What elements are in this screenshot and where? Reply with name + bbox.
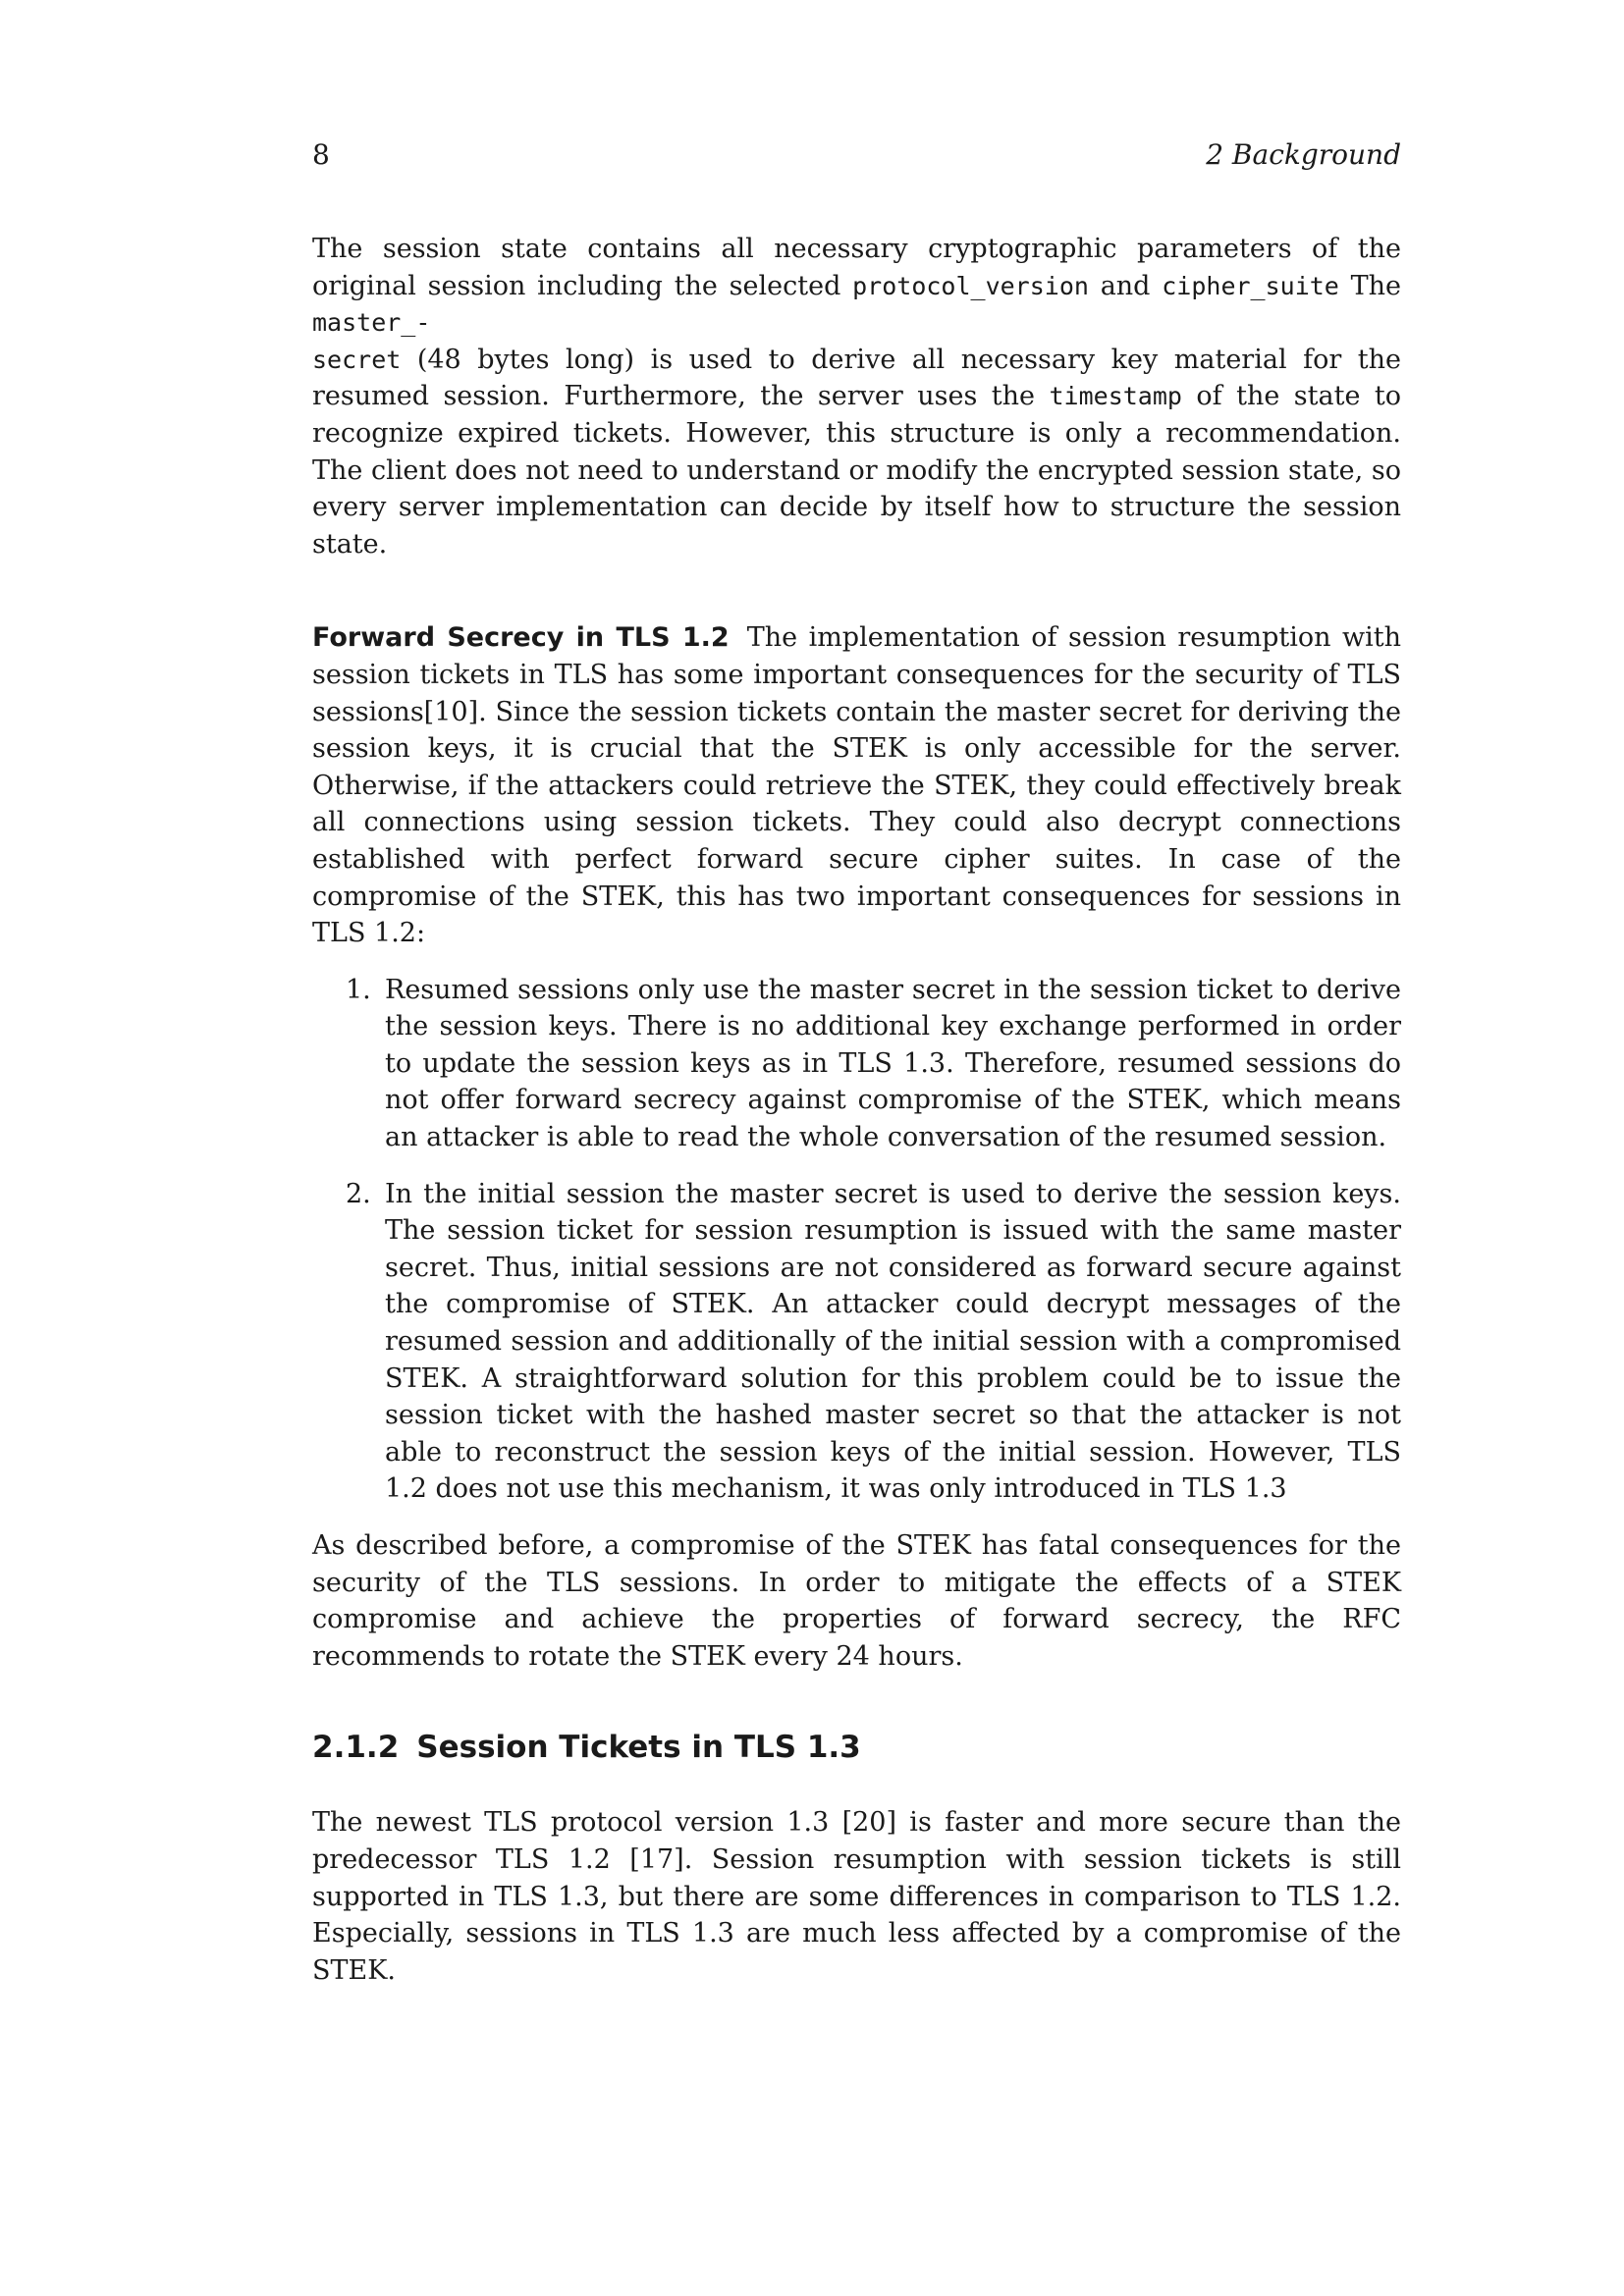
tls13-paragraph: The newest TLS protocol version 1.3 [20] is faster and more secure than the predecessor TLS 1.2 [17]. Session resumption with session tickets is still supported in TLS 1.3, but there are some differences in comparison to TLS 1.2. Especially, sessions in TLS 1.3 are much less affected by a compromise of the STEK.: [312, 1807, 1401, 1986]
list-item-text: In the initial session the master secret is used to derive the session keys. The session ticket for session resumption is issued with the same master secret. Thus, initial sessions are not considered as forward secure against the compromise of STEK. An attacker could decrypt messages of the resumed session and additionally of the initial session with a compromised STEK. A straightforward solution for this problem could be to issue the session ticket with the hashed master secret so that the attacker is not able to reconstruct the session keys of the initial session. However, TLS 1.2 does not use this mechanism, it was only introduced in TLS 1.3: [385, 1178, 1401, 1505]
code-protocol-version: protocol_version: [852, 271, 1089, 300]
text-run: The session state contains all necessary cryptographic parameters of the original session including the selected: [312, 234, 1401, 301]
code-master-secret-part1: master_-: [312, 308, 431, 338]
text-run: The: [1338, 270, 1401, 301]
code-timestamp: timestamp: [1049, 382, 1182, 411]
consequences-list: [312, 972, 1401, 1508]
text-run: and: [1088, 270, 1163, 301]
code-cipher-suite: cipher_suite: [1162, 271, 1339, 300]
section-number: 2.1.2: [312, 1730, 400, 1766]
session-state-paragraph: [312, 231, 1401, 562]
section-heading: [312, 1728, 1401, 1767]
chapter-title: 2 Background: [1206, 138, 1401, 171]
text-run: The implementation of session resumption with session tickets in TLS has some important consequences for the security of TLS sessions[10]. Since the session tickets contain the master secret for deriving the session keys, it is crucial that the STEK is only accessible for the server. Otherwise, if the attackers could retrieve the STEK, they could effectively break all connections using session tickets. They could also decrypt connections established with perfect forward secure cipher suites. In case of the compromise of the STEK, this has two important consequences for sessions in TLS 1.2:: [312, 622, 1401, 949]
text-run: (48 bytes long) is used to derive all necessary key material for the resumed session. Furthermore, the server uses the: [312, 344, 1401, 412]
running-header: [312, 137, 1401, 177]
list-item: [312, 1176, 1401, 1508]
forward-secrecy-paragraph: [312, 619, 1401, 951]
list-item: [312, 972, 1401, 1156]
paragraph-heading: Forward Secrecy in TLS 1.2: [312, 622, 730, 654]
body-text: [312, 231, 1401, 1989]
list-item-number: 1.: [346, 974, 371, 1005]
section-title: Session Tickets in TLS 1.3: [416, 1730, 861, 1766]
text-run: of the state to recognize expired tickets. However, this structure is only a recommendation. The client does not need to understand or modify the encrypted session state, so every server implementation can decide by itself how to structure the session state.: [312, 381, 1401, 560]
page-number: 8: [312, 138, 330, 171]
code-master-secret-part2: secret: [312, 345, 402, 374]
list-item-number: 2.: [346, 1178, 371, 1209]
list-item-text: Resumed sessions only use the master secret in the session ticket to derive the session keys. There is no additional key exchange performed in order to update the session keys as in TLS 1.3. Therefore, resumed sessions do not offer forward secrecy against compromise of the STEK, which means an attacker is able to read the whole conversation of the resumed session.: [385, 974, 1401, 1153]
stek-rotation-paragraph: As described before, a compromise of the STEK has fatal consequences for the security of the TLS sessions. In order to mitigate the effects of a STEK compromise and achieve the properties of forward secrecy, the RFC recommends to rotate the STEK every 24 hours.: [312, 1530, 1401, 1672]
